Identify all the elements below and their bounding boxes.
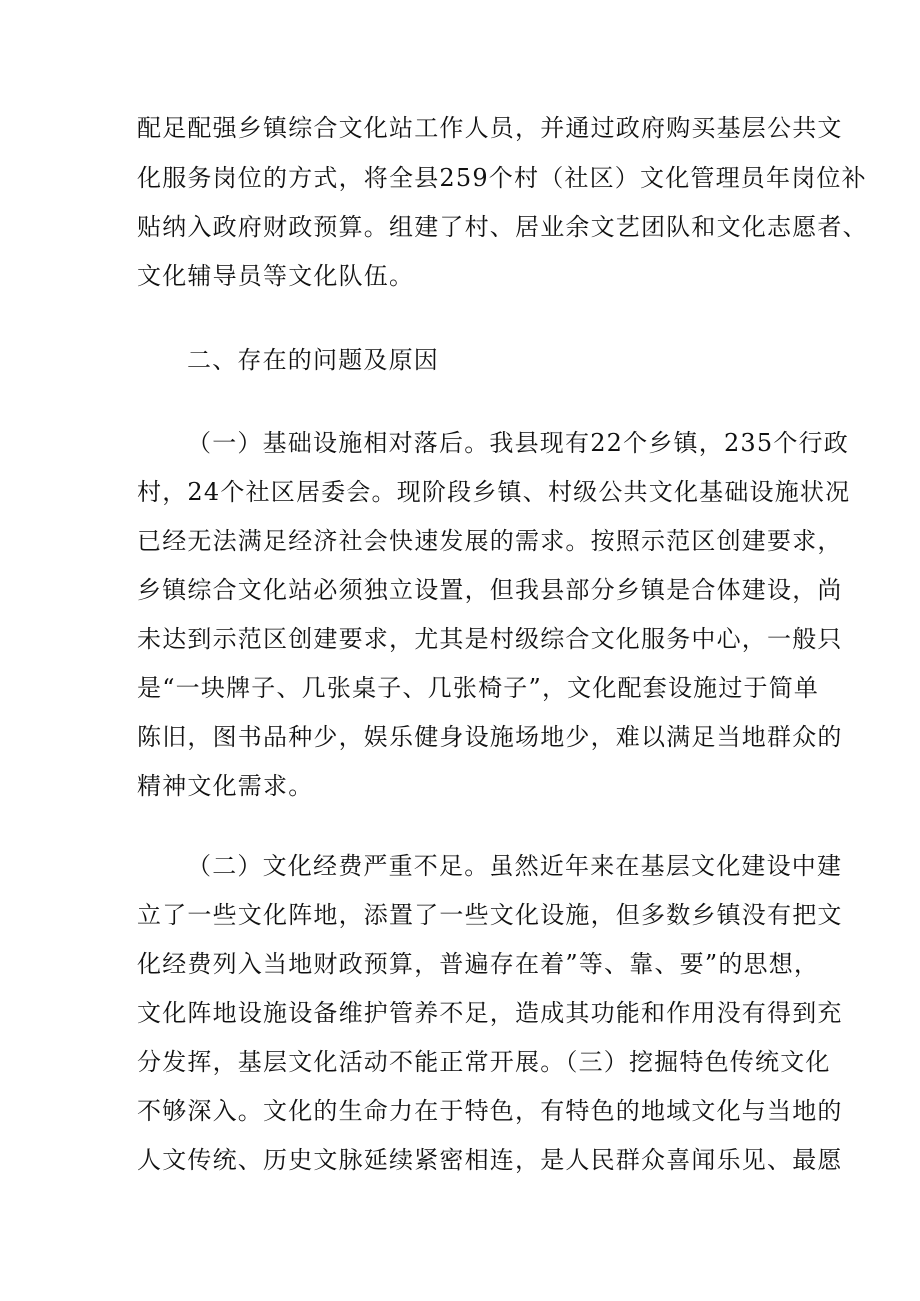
text-line: 文化阵地设施设备维护管养不足，造成其功能和作用没有得到充 <box>137 999 843 1027</box>
text-line: 是“一块牌子、几张桌子、几张椅子”，文化配套设施过于简单 <box>137 674 820 702</box>
text-line: 村，24个社区居委会。现阶段乡镇、村级公共文化基础设施状况 <box>137 478 851 506</box>
text-line: 分发挥，基层文化活动不能正常开展。（三）挖掘特色传统文化 <box>137 1048 831 1076</box>
text-line: 不够深入。文化的生命力在于特色，有特色的地域文化与当地的 <box>137 1097 843 1125</box>
text-line: （二）文化经费严重不足。虽然近年来在基层文化建设中建 <box>187 852 843 880</box>
text-line: 贴纳入政府财政预算。组建了村、居业余文艺团队和文化志愿者、 <box>137 213 868 241</box>
text-line: 已经无法满足经济社会快速发展的需求。按照示范区创建要求， <box>137 527 843 555</box>
text-line: 化服务岗位的方式，将全县259个村（社区）文化管理员年岗位补 <box>137 164 867 192</box>
section-heading: 二、存在的问题及原因 <box>187 346 439 374</box>
text-line: 未达到示范区创建要求，尤其是村级综合文化服务中心，一般只 <box>137 625 843 653</box>
text-line: 人文传统、历史文脉延续紧密相连，是人民群众喜闻乐见、最愿 <box>137 1146 843 1174</box>
text-line: 立了一些文化阵地，添置了一些文化设施，但多数乡镇没有把文 <box>137 901 843 929</box>
text-line: 化经费列入当地财政预算，普遍存在着”等、靠、要”的思想， <box>137 950 820 978</box>
text-line: 文化辅导员等文化队伍。 <box>137 262 415 290</box>
text-line: 乡镇综合文化站必须独立设置，但我县部分乡镇是合体建设，尚 <box>137 576 843 604</box>
text-line: （一）基础设施相对落后。我县现有22个乡镇，235个行政 <box>187 429 849 457</box>
text-line: 配足配强乡镇综合文化站工作人员，并通过政府购买基层公共文 <box>137 114 843 142</box>
text-line: 精神文化需求。 <box>137 772 314 800</box>
text-line: 陈旧，图书品种少，娱乐健身设施场地少，难以满足当地群众的 <box>137 723 843 751</box>
